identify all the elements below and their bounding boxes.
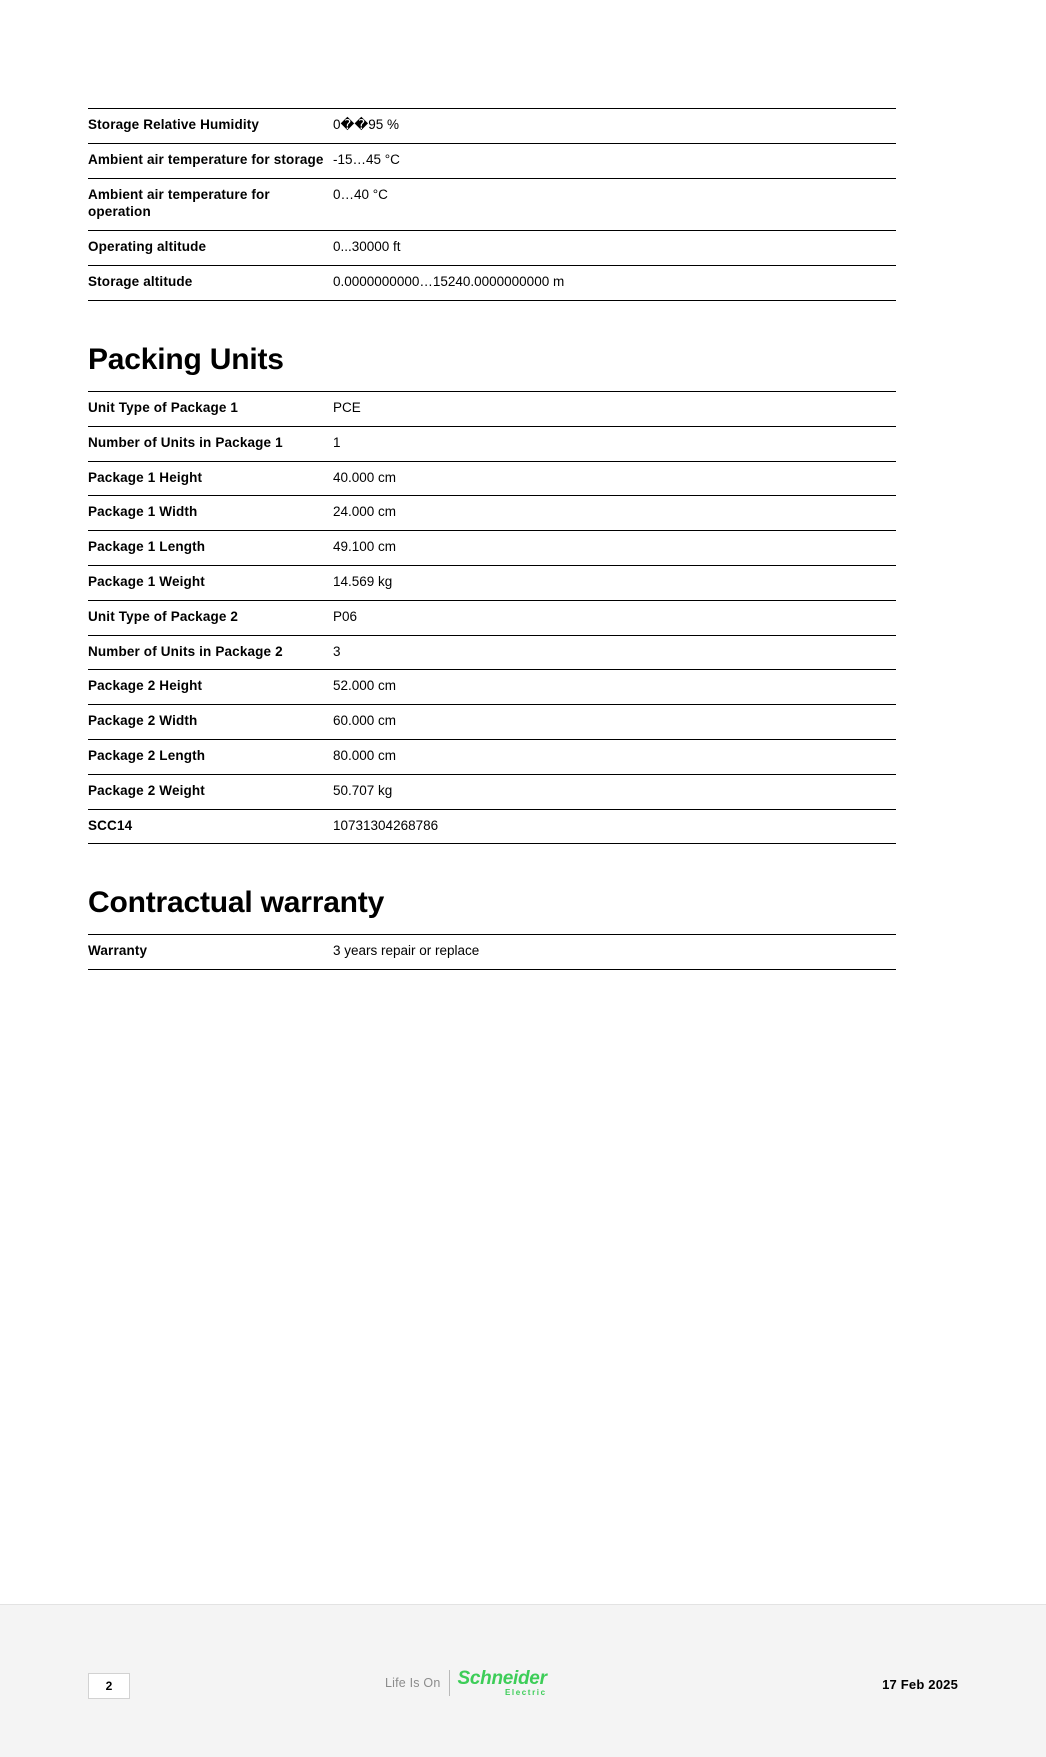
spacer [88, 844, 896, 888]
table-row [88, 109, 896, 144]
spec-key: Storage Relative Humidity [88, 117, 260, 132]
environment-spec-table [88, 108, 896, 301]
spec-value: 49.100 cm [333, 539, 397, 555]
table-row [88, 143, 896, 178]
section-heading-contractual-warranty: Contractual warranty [88, 886, 385, 920]
spec-value: -15…45 °C [333, 151, 400, 167]
spec-value: PCE [333, 399, 361, 415]
spec-key: Warranty [88, 943, 148, 959]
packing-units-table [88, 391, 896, 845]
page-content [88, 108, 896, 970]
brand-name: Schneider [457, 1668, 547, 1689]
schneider-electric-logo [458, 1669, 547, 1697]
table-row [88, 496, 896, 531]
spacer [88, 301, 896, 345]
section-heading-packing-units: Packing Units [88, 342, 284, 376]
spec-value: 40.000 cm [333, 469, 397, 485]
table-row [88, 231, 896, 266]
page-number: 2 [88, 1673, 130, 1699]
spec-key: Package 1 Length [88, 539, 206, 555]
table-row [88, 809, 896, 844]
spec-value: 50.707 kg [333, 782, 393, 798]
spec-value: 0.0000000000…15240.0000000000 m [333, 274, 565, 290]
spec-key: Number of Units in Package 1 [88, 434, 283, 450]
table-row [88, 670, 896, 705]
spec-key: Ambient air temperature for operation [88, 186, 270, 220]
table-row [88, 774, 896, 809]
brand-logo [385, 1669, 547, 1697]
warranty-table [88, 934, 896, 970]
spec-value: 0...30000 ft [333, 239, 401, 255]
spacer [88, 375, 896, 391]
spec-key: Storage altitude [88, 274, 193, 290]
spec-value: 80.000 cm [333, 748, 397, 763]
tagline-text: Life Is On [385, 1676, 441, 1690]
table-row [88, 600, 896, 635]
spec-key: Package 2 Height [88, 678, 203, 694]
table-row [88, 531, 896, 566]
table-row [88, 740, 896, 775]
spec-value: 3 years repair or replace [333, 943, 480, 959]
spec-key: Unit Type of Package 2 [88, 608, 239, 624]
table-row [88, 705, 896, 740]
spec-value: 3 [333, 643, 341, 659]
spec-value: 1 [333, 434, 341, 450]
spec-key: Package 1 Weight [88, 573, 205, 589]
table-row [88, 935, 896, 970]
spec-key: Package 2 Weight [88, 782, 205, 798]
spec-value: 60.000 cm [333, 713, 397, 729]
spec-value: 0��95 % [333, 117, 399, 132]
spec-key: Operating altitude [88, 239, 207, 255]
table-row [88, 461, 896, 496]
spec-value: 10731304268786 [333, 817, 439, 833]
spec-value: 24.000 cm [333, 504, 397, 520]
spacer [88, 918, 896, 934]
divider [449, 1670, 450, 1696]
spec-key: Package 1 Height [88, 469, 203, 485]
spec-value: 52.000 cm [333, 678, 397, 694]
spec-key: SCC14 [88, 817, 133, 833]
table-row [88, 178, 896, 231]
table-row [88, 391, 896, 426]
spec-key: Package 2 Length [88, 748, 206, 763]
spec-key: Ambient air temperature for storage [88, 151, 324, 167]
spec-value: 0…40 °C [333, 186, 388, 202]
spec-key: Package 1 Width [88, 504, 198, 520]
table-row [88, 426, 896, 461]
footer-date: 17 Feb 2025 [882, 1677, 958, 1692]
table-row [88, 565, 896, 600]
spec-value: 14.569 kg [333, 573, 393, 589]
spec-key: Number of Units in Package 2 [88, 643, 283, 659]
spec-key: Package 2 Width [88, 713, 198, 729]
table-row [88, 635, 896, 670]
spec-key: Unit Type of Package 1 [88, 399, 239, 415]
spec-value: P06 [333, 608, 358, 624]
brand-subname: Electric [504, 1688, 547, 1697]
table-row [88, 266, 896, 301]
